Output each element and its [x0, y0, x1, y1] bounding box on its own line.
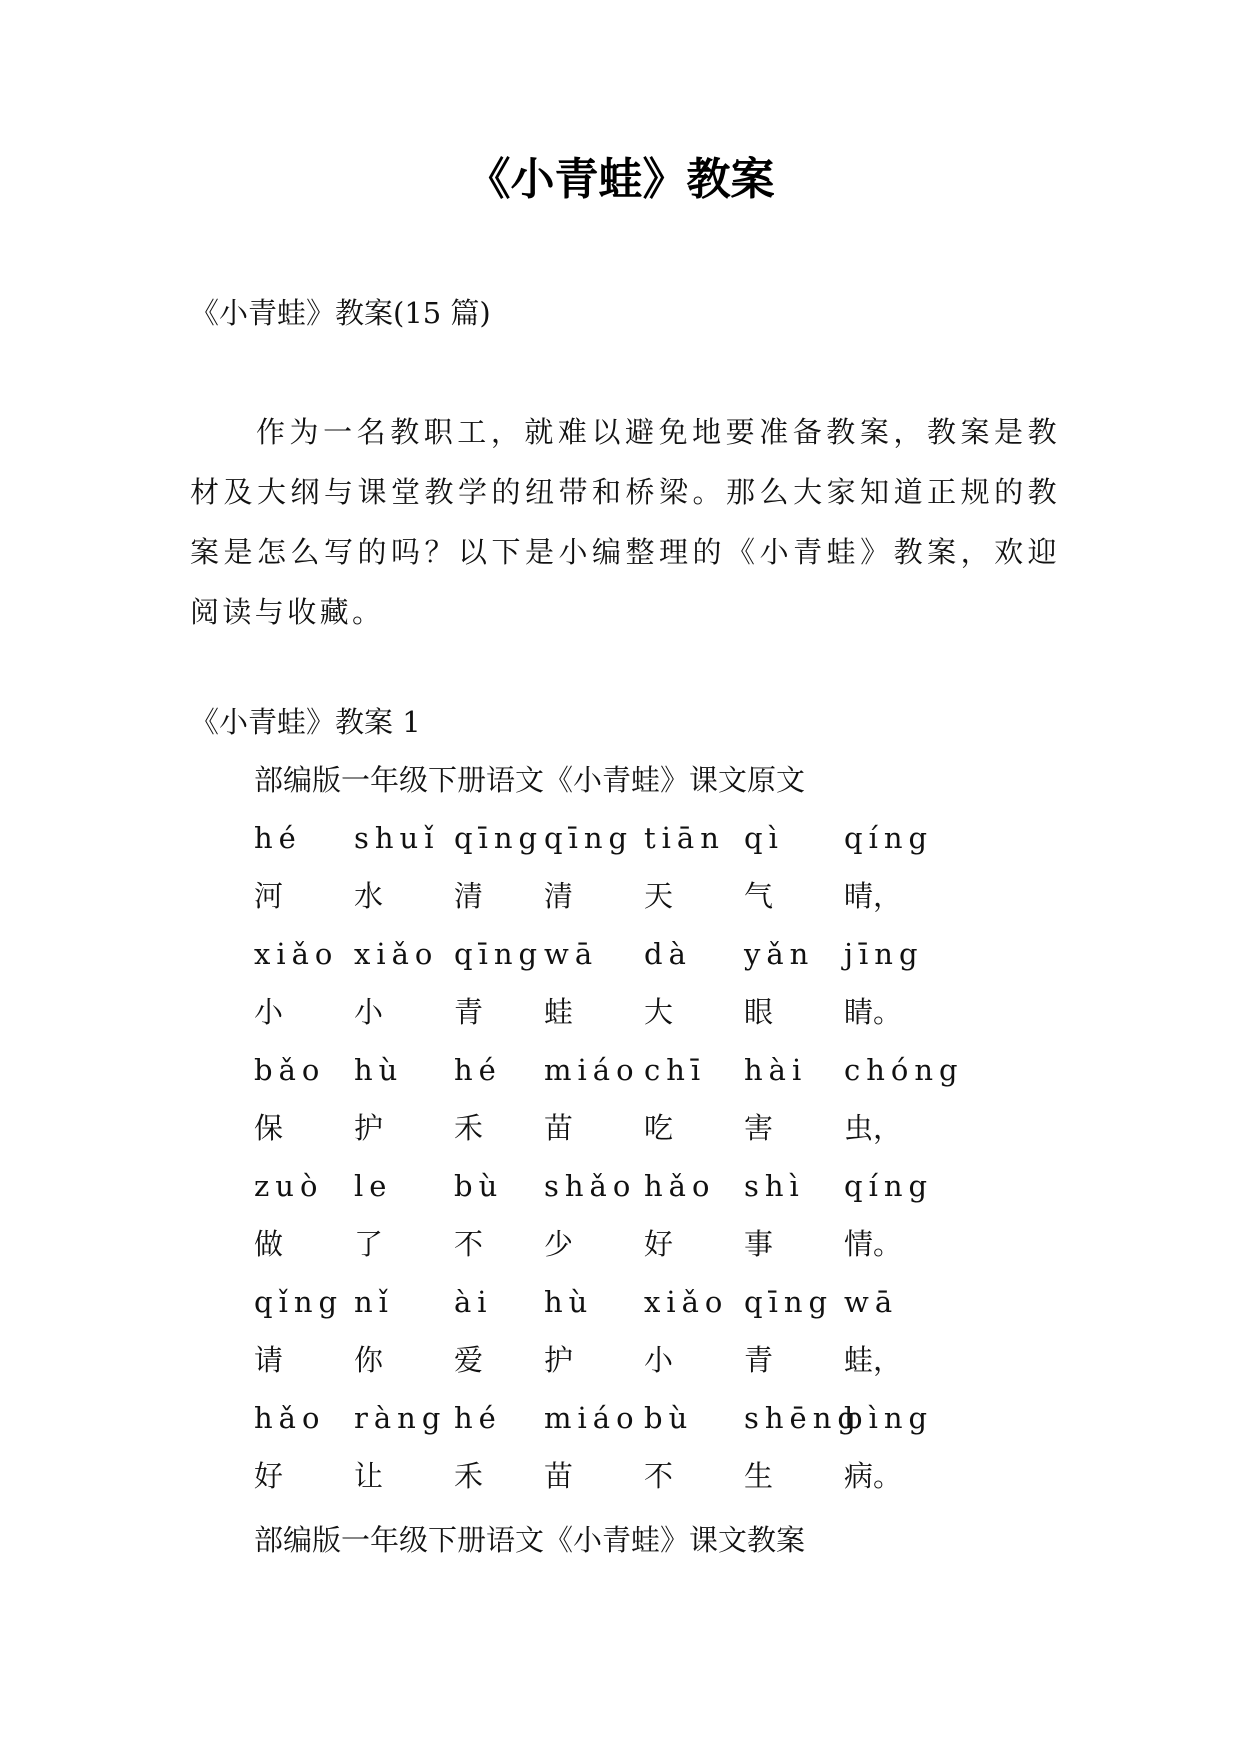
- pinyin-syllable: shēng: [744, 1401, 862, 1435]
- hanzi-line: [254, 1456, 1054, 1514]
- hanzi-character: 不: [644, 1459, 674, 1493]
- pinyin-syllable: tiān: [644, 821, 725, 855]
- hanzi-character: 清: [544, 879, 574, 913]
- pinyin-line: [254, 934, 1054, 992]
- pinyin-syllable: chī: [644, 1053, 707, 1087]
- hanzi-character: 蛙，: [844, 1343, 903, 1377]
- hanzi-character: 请: [254, 1343, 284, 1377]
- pinyin-syllable: miáo: [544, 1053, 640, 1087]
- pinyin-line: [254, 818, 1054, 876]
- pinyin-syllable: shuǐ: [354, 821, 440, 855]
- hanzi-line: [254, 992, 1054, 1050]
- pinyin-syllable: bìng: [844, 1401, 934, 1435]
- hanzi-character: 护: [544, 1343, 574, 1377]
- pinyin-syllable: shì: [744, 1169, 805, 1203]
- hanzi-character: 蛙: [544, 995, 574, 1029]
- hanzi-character: 睛。: [844, 995, 903, 1029]
- pinyin-syllable: bù: [454, 1169, 504, 1203]
- hanzi-character: 禾: [454, 1111, 484, 1145]
- hanzi-character: 你: [354, 1343, 384, 1377]
- pinyin-syllable: xiǎo: [254, 937, 339, 971]
- pinyin-syllable: qīng: [454, 821, 544, 855]
- hanzi-character: 禾: [454, 1459, 484, 1493]
- hanzi-line: [254, 1108, 1054, 1166]
- pinyin-syllable: qì: [744, 821, 784, 855]
- hanzi-character: 小: [354, 995, 384, 1029]
- pinyin-syllable: hù: [544, 1285, 594, 1319]
- hanzi-character: 护: [354, 1111, 384, 1145]
- hanzi-line: [254, 1224, 1054, 1282]
- hanzi-character: 好: [254, 1459, 284, 1493]
- pinyin-line: [254, 1166, 1054, 1224]
- pinyin-syllable: bǎo: [254, 1053, 326, 1087]
- document-subtitle: 《小青蛙》教案(15 篇): [190, 296, 491, 330]
- pinyin-syllable: qǐng: [254, 1285, 344, 1319]
- pinyin-line: [254, 1050, 1054, 1108]
- hanzi-character: 做: [254, 1227, 284, 1261]
- pinyin-syllable: hé: [454, 1053, 502, 1087]
- hanzi-character: 好: [644, 1227, 674, 1261]
- hanzi-line: [254, 876, 1054, 934]
- hanzi-character: 苗: [544, 1111, 574, 1145]
- hanzi-character: 保: [254, 1111, 284, 1145]
- pinyin-line: [254, 1282, 1054, 1340]
- hanzi-character: 了: [354, 1227, 384, 1261]
- lesson-plan-label: 部编版一年级下册语文《小青蛙》课文教案: [254, 1523, 806, 1557]
- hanzi-character: 生: [744, 1459, 774, 1493]
- pinyin-syllable: shǎo: [544, 1169, 637, 1203]
- pinyin-syllable: ài: [454, 1285, 493, 1319]
- hanzi-character: 水: [354, 879, 384, 913]
- hanzi-character: 天: [644, 879, 674, 913]
- pinyin-syllable: le: [354, 1169, 393, 1203]
- document-title: 《小青蛙》教案: [466, 154, 775, 205]
- hanzi-character: 青: [744, 1343, 774, 1377]
- intro-paragraph: 作为一名教职工，就难以避免地要准备教案，教案是教材及大纲与课堂教学的纽带和桥梁。那么大家知道正规的教案是怎么写的吗？以下是小编整理的《小青蛙》教案，欢迎阅读与收藏。: [190, 415, 1060, 629]
- pinyin-syllable: xiǎo: [644, 1285, 729, 1319]
- pinyin-syllable: ràng: [354, 1401, 447, 1435]
- text-original-label: 部编版一年级下册语文《小青蛙》课文原文: [254, 763, 806, 797]
- hanzi-character: 青: [454, 995, 484, 1029]
- hanzi-character: 眼: [744, 995, 774, 1029]
- hanzi-character: 小: [254, 995, 284, 1029]
- pinyin-syllable: yǎn: [744, 937, 815, 971]
- pinyin-syllable: hài: [744, 1053, 808, 1087]
- pinyin-syllable: wā: [844, 1285, 899, 1319]
- pinyin-syllable: xiǎo: [354, 937, 439, 971]
- pinyin-syllable: jīng: [844, 937, 924, 971]
- hanzi-character: 让: [354, 1459, 384, 1493]
- hanzi-character: 少: [544, 1227, 574, 1261]
- pinyin-syllable: chóng: [844, 1053, 964, 1087]
- pinyin-syllable: qīng: [454, 937, 544, 971]
- pinyin-syllable: qíng: [844, 821, 934, 855]
- hanzi-character: 虫，: [844, 1111, 903, 1145]
- pinyin-syllable: miáo: [544, 1401, 640, 1435]
- hanzi-character: 小: [644, 1343, 674, 1377]
- pinyin-syllable: hǎo: [254, 1401, 326, 1435]
- poem-block: [254, 818, 1054, 1514]
- hanzi-character: 大: [644, 995, 674, 1029]
- hanzi-character: 不: [454, 1227, 484, 1261]
- pinyin-syllable: qīng: [744, 1285, 834, 1319]
- pinyin-syllable: dà: [644, 937, 692, 971]
- pinyin-syllable: hǎo: [644, 1169, 716, 1203]
- pinyin-syllable: bù: [644, 1401, 694, 1435]
- pinyin-line: [254, 1398, 1054, 1456]
- pinyin-syllable: hé: [254, 821, 302, 855]
- hanzi-character: 情。: [844, 1227, 903, 1261]
- hanzi-character: 病。: [844, 1459, 903, 1493]
- pinyin-syllable: zuò: [254, 1169, 324, 1203]
- hanzi-character: 事: [744, 1227, 774, 1261]
- pinyin-syllable: nǐ: [354, 1285, 394, 1319]
- hanzi-character: 爱: [454, 1343, 484, 1377]
- hanzi-character: 苗: [544, 1459, 574, 1493]
- pinyin-syllable: wā: [544, 937, 599, 971]
- hanzi-character: 河: [254, 879, 284, 913]
- hanzi-character: 晴，: [844, 879, 903, 913]
- pinyin-syllable: qíng: [844, 1169, 934, 1203]
- pinyin-syllable: hù: [354, 1053, 404, 1087]
- pinyin-syllable: qīng: [544, 821, 634, 855]
- hanzi-character: 清: [454, 879, 484, 913]
- pinyin-syllable: hé: [454, 1401, 502, 1435]
- hanzi-line: [254, 1340, 1054, 1398]
- hanzi-character: 气: [744, 879, 774, 913]
- hanzi-character: 害: [744, 1111, 774, 1145]
- section-heading: 《小青蛙》教案 1: [190, 705, 421, 739]
- hanzi-character: 吃: [644, 1111, 674, 1145]
